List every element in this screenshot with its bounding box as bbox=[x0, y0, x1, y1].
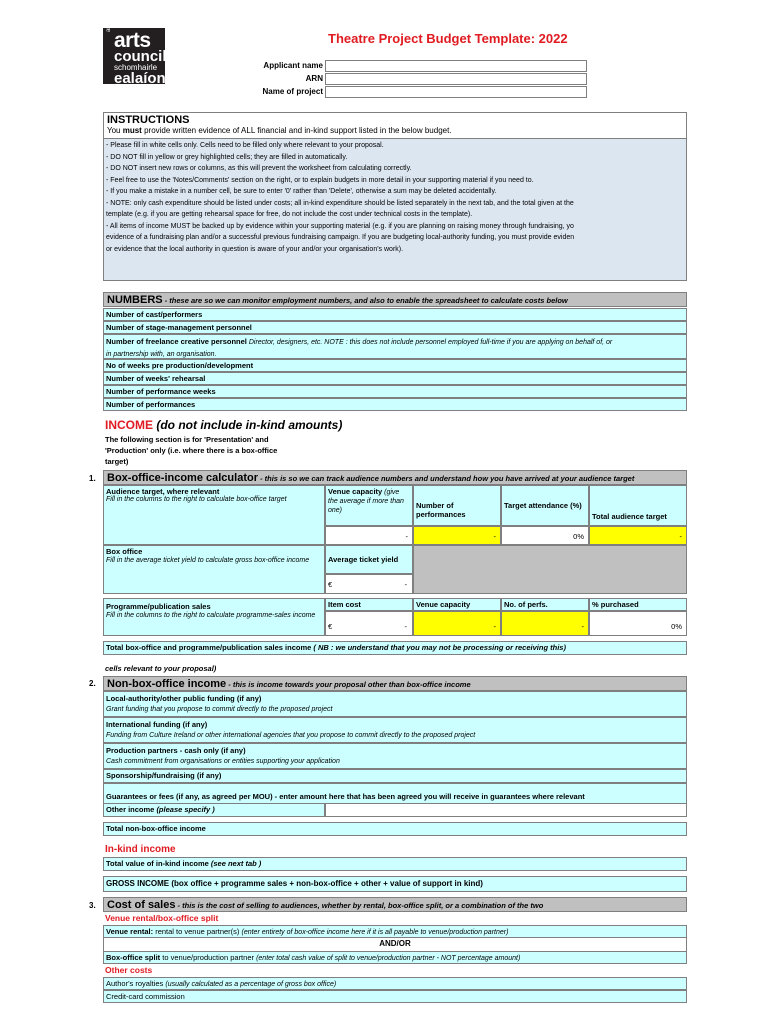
total-audience-header: Total audience target bbox=[589, 485, 687, 526]
arn-label: ARN bbox=[305, 74, 323, 83]
guarantees-row[interactable]: Guarantees or fees (if any, as agreed per MOU) - enter amount here that has been agreed you will receive in guarantees where relevant bbox=[103, 783, 687, 803]
venue-capacity-input[interactable]: - bbox=[325, 526, 413, 545]
venue-rental-row[interactable]: Venue rental: rental to venue partner(s) (enter entirety of box-office income here if it is all payable to venue/production partner) bbox=[103, 925, 687, 938]
audience-target-label: Audience target, where relevant Fill in the columns to the right to calculate box-office target bbox=[103, 485, 325, 545]
numbers-row-perf-weeks[interactable]: Number of performance weeks bbox=[103, 385, 687, 398]
instruction-line: - DO NOT insert new rows or columns, as this will prevent the worksheet from calculating correctly. bbox=[106, 165, 412, 172]
instruction-line: - Please fill in white cells only. Cells need to be filled only where relevant to your proposal. bbox=[106, 142, 384, 149]
applicant-name-label: Applicant name bbox=[263, 61, 323, 70]
grey-filler bbox=[413, 545, 687, 594]
boxoffice-heading: Box-office-income calculator - this is so we can track audience numbers and understand how you have arrived at your audience target bbox=[103, 470, 687, 485]
instruction-line: - If you make a mistake in a number cell, be sure to enter '0' rather than 'Delete', otherwise a sum may be deleted accidentally. bbox=[106, 188, 497, 195]
numbers-row-performances[interactable]: Number of performances bbox=[103, 398, 687, 411]
project-name-input[interactable] bbox=[325, 86, 587, 98]
avg-ticket-yield-input[interactable]: € - bbox=[325, 574, 413, 594]
instruction-line: evidence of a fundraising plan and/or a successful previous fundraising campaign. If you are budgeting local-authority funding, you must provide eviden bbox=[106, 234, 575, 241]
credit-card-row[interactable]: Credit-card commission bbox=[103, 990, 687, 1003]
total-boxoffice-row: Total box-office and programme/publication sales income ( NB : we understand that you may not be processing or receiving this) bbox=[103, 641, 687, 655]
instruction-line: - All items of income MUST be backed up by evidence within your supporting material (e.g. if you are planning on raising money through fundraising, yo bbox=[106, 222, 574, 230]
numbers-row-rehearsal[interactable]: Number of weeks' rehearsal bbox=[103, 372, 687, 385]
section-number-2: 2. bbox=[89, 679, 96, 688]
andor-label: AND/OR bbox=[103, 938, 687, 951]
inkind-total-row: Total value of in-kind income (see next tab ) bbox=[103, 857, 687, 871]
instructions-list bbox=[104, 139, 686, 256]
production-partners-row[interactable]: Production partners - cash only (if any) Cash commitment from organisations or entities supporting your application bbox=[103, 743, 687, 769]
inkind-heading: In-kind income bbox=[105, 844, 176, 855]
instruction-line: or evidence that the local authority in question is aware of your and/or your organisation's work). bbox=[106, 245, 404, 253]
avg-ticket-yield-header: Average ticket yield bbox=[325, 545, 413, 574]
international-funding-row[interactable]: International funding (if any) Funding from Culture Ireland or other international agencies that you propose to commit directly to the proposed project bbox=[103, 717, 687, 743]
nonbox-heading: Non-box-office income - this is income towards your proposal other than box-office income bbox=[103, 676, 687, 691]
target-attendance-header: Target attendance (%) bbox=[501, 485, 589, 526]
box-office-split-row[interactable]: Box-office split to venue/production partner (enter total cash value of split to venue/production partner - NOT percentage amount) bbox=[103, 951, 687, 964]
venue-capacity-header: Venue capacity (give the average if more than one) bbox=[325, 485, 413, 526]
instruction-line: - Feel free to use the 'Notes/Comments' section on the right, or to explain budgets in more detail in your supporting material if you need to. bbox=[106, 176, 534, 184]
venue-capacity2-header: Venue capacity bbox=[413, 598, 501, 611]
programme-sales-label: Programme/publication sales Fill in the columns to the right to calculate programme-sales income bbox=[103, 598, 325, 636]
item-cost-header: Item cost bbox=[325, 598, 413, 611]
section-number-1: 1. bbox=[89, 474, 96, 483]
arn-input[interactable] bbox=[325, 73, 587, 85]
other-income-label: Other income (please specify ) bbox=[103, 803, 325, 817]
numbers-row-freelance[interactable]: Number of freelance creative personnel Director, designers, etc. NOTE : this does not include personnel employed full-time if you are applying on behalf of, or in partnership with, an organisation. bbox=[103, 334, 687, 359]
venue-rental-heading: Venue rental/box-office split bbox=[105, 913, 219, 923]
other-income-specify-input[interactable] bbox=[325, 803, 687, 817]
project-name-label: Name of project bbox=[262, 87, 323, 96]
numbers-row-cast[interactable]: Number of cast/performers bbox=[103, 308, 687, 321]
numbers-row-preprod[interactable]: No of weeks pre production/development bbox=[103, 359, 687, 372]
instruction-line: - NOTE: only cash expenditure should be listed under costs; all in-kind expenditure should be listed separately in the next tab, and the total given at the bbox=[106, 199, 574, 207]
item-cost-input[interactable]: € - bbox=[325, 611, 413, 636]
pct-purchased-input[interactable]: 0% bbox=[589, 611, 687, 636]
num-performances-calc: - bbox=[413, 526, 501, 545]
local-authority-row[interactable]: Local-authority/other public funding (if any) Grant funding that you propose to commit directly to the proposed project bbox=[103, 691, 687, 717]
total-audience-calc: - bbox=[589, 526, 687, 545]
numbers-row-stage[interactable]: Number of stage-management personnel bbox=[103, 321, 687, 334]
no-perfs-calc: - bbox=[501, 611, 589, 636]
costsales-heading: Cost of sales - this is the cost of selling to audiences, whether by rental, box-office split, or a combination of the two bbox=[103, 897, 687, 912]
no-perfs-header: No. of perfs. bbox=[501, 598, 589, 611]
income-heading: INCOME (do not include in-kind amounts) bbox=[105, 418, 343, 432]
arts-council-logo: an arts council schomhairle ealaíon bbox=[103, 28, 165, 84]
instructions-subheading: You must provide written evidence of ALL financial and in-kind support listed in the below budget. bbox=[107, 126, 452, 135]
gross-income-row: GROSS INCOME (box office + programme sales + non-box-office + other + value of support in kind) bbox=[103, 876, 687, 892]
cells-note: cells relevant to your proposal) bbox=[105, 664, 217, 673]
sponsorship-row[interactable]: Sponsorship/fundraising (if any) bbox=[103, 769, 687, 783]
instructions-box bbox=[103, 112, 687, 281]
num-performances-header: Number of performances bbox=[413, 485, 501, 526]
page-title: Theatre Project Budget Template: 2022 bbox=[328, 31, 568, 46]
other-costs-heading: Other costs bbox=[105, 965, 153, 975]
numbers-heading: NUMBERS - these are so we can monitor employment numbers, and also to enable the spreadsheet to calculate costs below bbox=[103, 292, 687, 307]
instructions-heading: INSTRUCTIONS bbox=[107, 114, 190, 126]
box-office-label: Box office Fill in the average ticket yield to calculate gross box-office income bbox=[103, 545, 325, 594]
instruction-line: - DO NOT fill in yellow or grey highlighted cells; they are filled in automatically. bbox=[106, 153, 348, 161]
venue-capacity2-calc: - bbox=[413, 611, 501, 636]
target-attendance-input[interactable]: 0% bbox=[501, 526, 589, 545]
applicant-name-input[interactable] bbox=[325, 60, 587, 72]
pct-purchased-header: % purchased bbox=[589, 598, 687, 611]
income-description: The following section is for 'Presentation' and 'Production' only (i.e. where there is a box-office target) bbox=[105, 435, 278, 466]
royalties-row[interactable]: Author's royalties (usually calculated as a percentage of gross box office) bbox=[103, 977, 687, 990]
total-nonbox-row: Total non-box-office income bbox=[103, 822, 687, 836]
instruction-line: template (e.g. if you are getting rehearsal space for free, do not include the cost under technical costs in the template). bbox=[106, 211, 473, 218]
section-number-3: 3. bbox=[89, 901, 96, 910]
